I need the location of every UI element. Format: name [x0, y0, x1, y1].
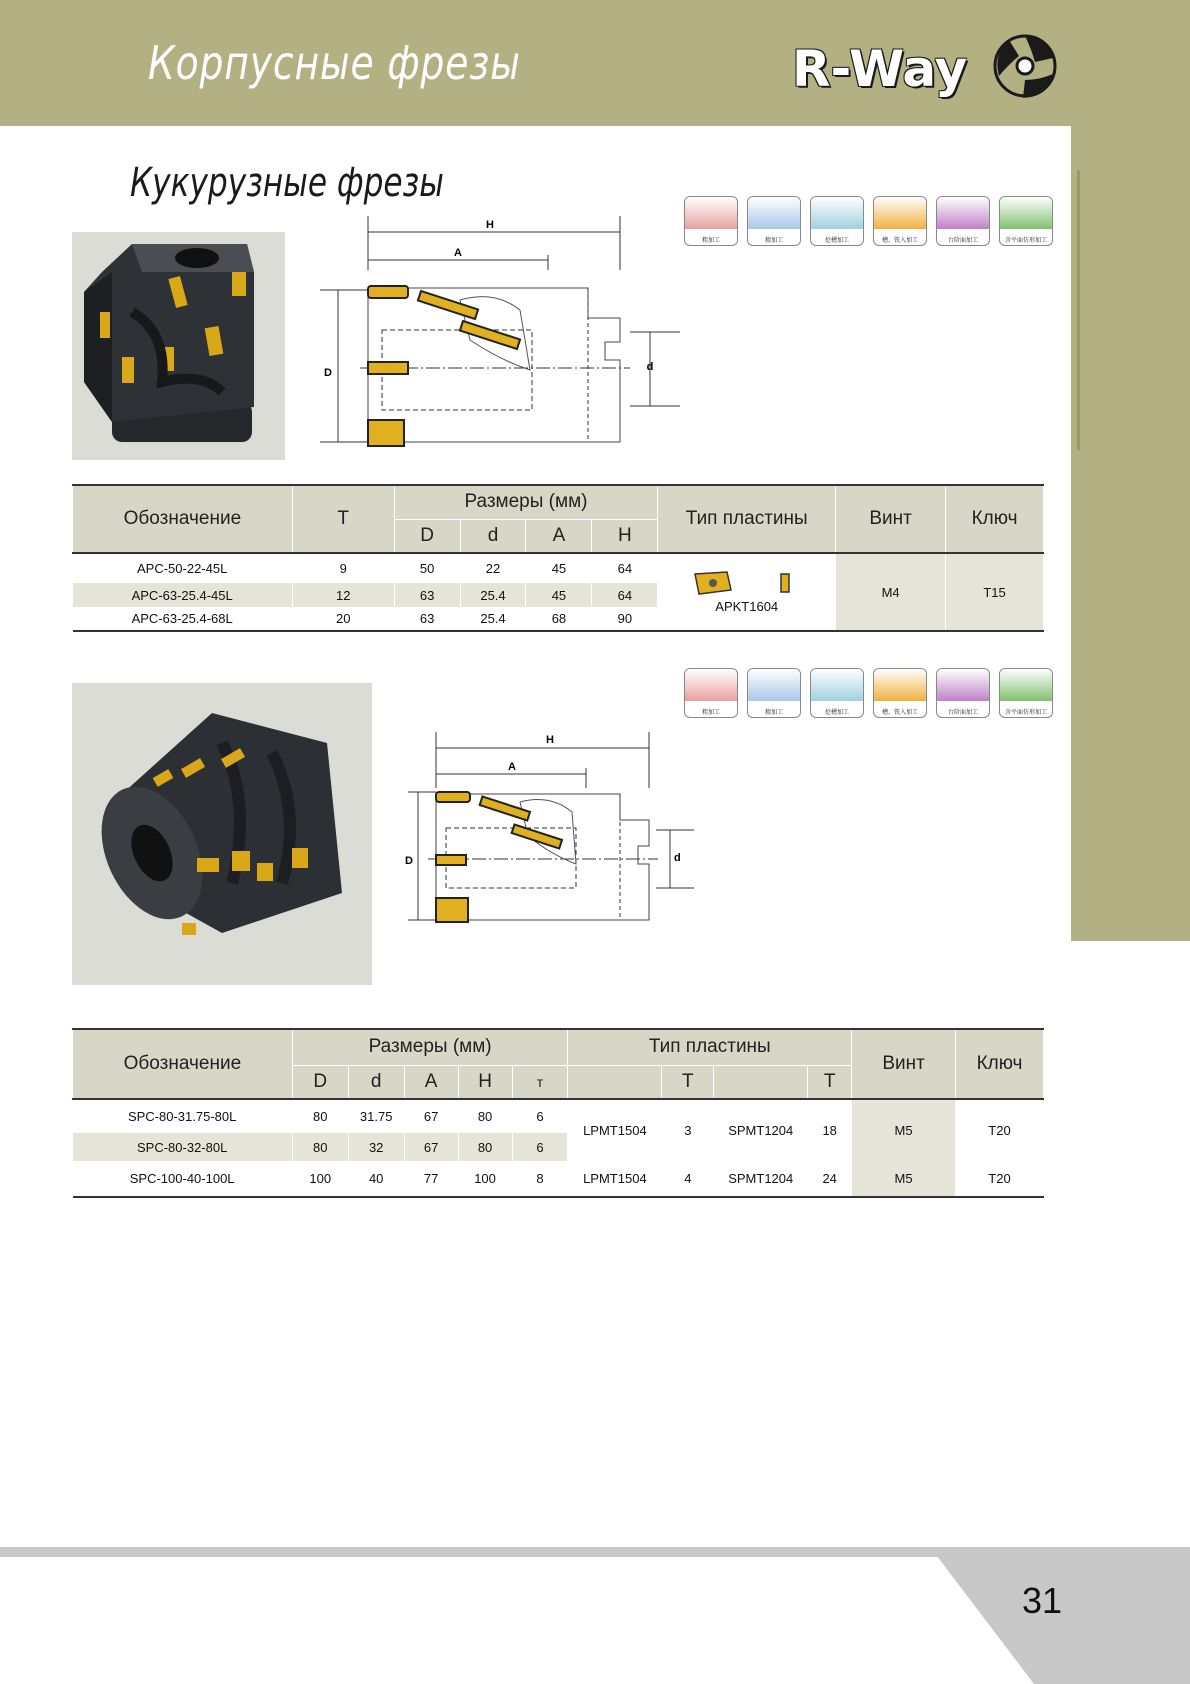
key-cell: T15 [946, 553, 1044, 631]
brand-logo [792, 28, 1062, 108]
dim-label-d: d [674, 852, 681, 864]
bevel-machining-icon: 含平面仿形加工 [999, 196, 1053, 246]
spec-table-apc [72, 484, 1044, 632]
machining-icons-apc [684, 196, 1053, 246]
col-insert2 [714, 1065, 808, 1099]
plunge-machining-icon: 槽、铣入加工 [873, 196, 927, 246]
col-d: d [348, 1065, 404, 1099]
spec-table-spc [72, 1028, 1044, 1198]
header-title: Корпусные фрезы [148, 36, 521, 90]
col-key: Ключ [956, 1029, 1044, 1099]
finish-machining-icon: 精加工 [747, 668, 801, 718]
dim-label-H: H [546, 734, 554, 746]
brand-name: R-Way [792, 40, 968, 98]
col-designation: Обозначение [73, 485, 293, 553]
col-A: A [404, 1065, 458, 1099]
col-H: H [592, 519, 658, 553]
dim-label-D: D [324, 367, 332, 379]
dim-label-d: d [646, 361, 654, 373]
dim-label-A: A [454, 247, 462, 259]
col-H: H [458, 1065, 512, 1099]
insert-cell [658, 553, 836, 631]
col-screw: Винт [836, 485, 946, 553]
table-row: SPC-80-31.75-80L 80 31.75 67 80 6 LPMT1504 3 SPMT1204 18 M5 T20 [73, 1099, 1044, 1133]
dim-label-H: H [486, 219, 494, 231]
col-T1: T [662, 1065, 714, 1099]
bevel-machining-icon: 含平面仿形加工 [999, 668, 1053, 718]
col-D: D [292, 1065, 348, 1099]
col-insert: Тип пластины [568, 1029, 852, 1065]
technical-drawing-spc [400, 728, 700, 928]
col-A: A [526, 519, 592, 553]
col-sizes: Размеры (мм) [394, 485, 658, 519]
table-row: APC-50-22-45L 9 50 22 45 64 APKT1604 M4 T15 [73, 553, 1044, 583]
machining-icons-spc [684, 668, 1053, 718]
insert-apkt-icon [687, 570, 807, 596]
screw-cell: M4 [836, 553, 946, 631]
groove-machining-icon: 挖槽加工 [810, 668, 864, 718]
col-insert: Тип пластины [658, 485, 836, 553]
table-row: APC-63-25.4-68L 20 63 25.4 68 90 [73, 607, 1044, 631]
col-screw: Винт [852, 1029, 956, 1099]
side-line [1077, 170, 1080, 450]
col-d: d [460, 519, 526, 553]
step-machining-icon: 台阶面加工 [936, 668, 990, 718]
col-designation: Обозначение [73, 1029, 293, 1099]
table-row: SPC-80-32-80L 80 32 67 80 6 [73, 1133, 1044, 1161]
col-t: T [292, 485, 394, 553]
product-photo-spc [72, 683, 372, 985]
product-photo-apc [72, 232, 285, 460]
section-title: Кукурузные фрезы [130, 160, 444, 206]
step-machining-icon: 台阶面加工 [936, 196, 990, 246]
rough-machining-icon: 粗加工 [684, 196, 738, 246]
side-bar [1071, 126, 1190, 941]
technical-drawing-apc [320, 210, 680, 450]
rough-machining-icon: 粗加工 [684, 668, 738, 718]
col-sizes: Размеры (мм) [292, 1029, 568, 1065]
brand-emblem-icon [987, 28, 1063, 104]
dim-label-D: D [405, 855, 413, 867]
col-D: D [394, 519, 460, 553]
insert-code: APKT1604 [715, 599, 779, 614]
dim-label-A: A [508, 761, 516, 773]
col-insert1 [568, 1065, 662, 1099]
groove-machining-icon: 挖槽加工 [810, 196, 864, 246]
col-t: т [512, 1065, 568, 1099]
finish-machining-icon: 精加工 [747, 196, 801, 246]
plunge-machining-icon: 槽、铣入加工 [873, 668, 927, 718]
table-row: APC-63-25.4-45L 12 63 25.4 45 64 [73, 583, 1044, 607]
col-key: Ключ [946, 485, 1044, 553]
table-row: SPC-100-40-100L 100 40 77 100 8 LPMT1504 4 SPMT1204 24 M5 T20 [73, 1161, 1044, 1197]
page-number: 31 [1022, 1580, 1063, 1621]
col-T2: T [808, 1065, 852, 1099]
